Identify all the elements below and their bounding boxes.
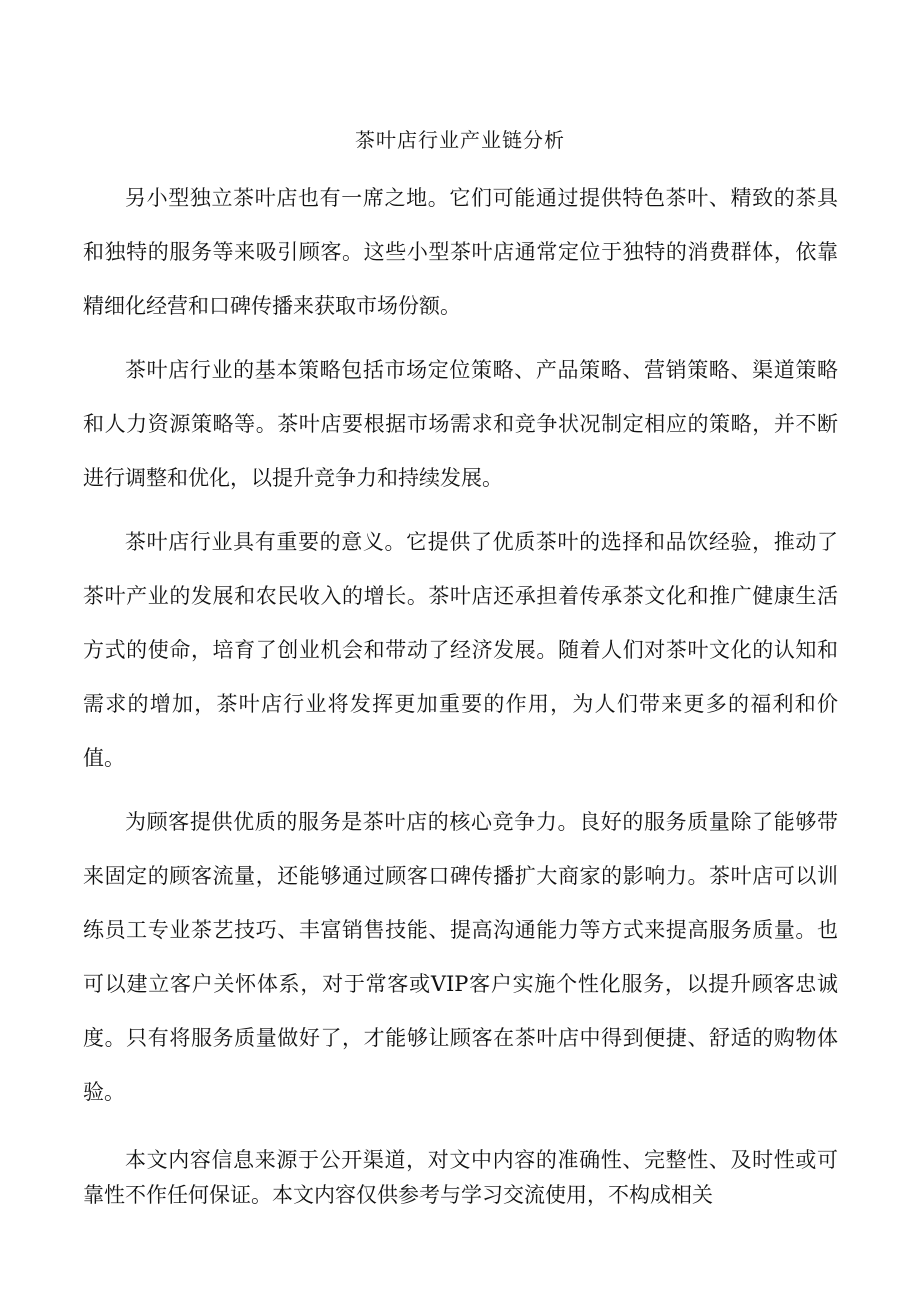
page-title: 茶叶店行业产业链分析 (355, 128, 565, 152)
paragraph-service-quality: 为顾客提供优质的服务是茶叶店的核心竞争力。良好的服务质量除了能够带来固定的顾客流量，还能够通过顾客口碑传播扩大商家的影响力。茶叶店可以训练员工专业茶艺技巧、丰富销售技能、提高沟通能力等方式来提高服务质量。也可以建立客户关怀体系，对于常客或VIP客户实施个性化服务，以提升顾客忠诚度。只有将服务质量做好了，才能够让顾客在茶叶店中得到便捷、舒适的购物体验。 (83, 810, 838, 1104)
disclaimer-text: 本文内容信息来源于公开渠道，对文中内容的准确性、完整性、及时性或可靠性不作任何保证。本文内容仅供参考与学习交流使用，不构成相关 (83, 1148, 838, 1207)
paragraph-basic-strategy: 茶叶店行业的基本策略包括市场定位策略、产品策略、营销策略、渠道策略和人力资源策略等。茶叶店要根据市场需求和竞争状况制定相应的策略，并不断进行调整和优化，以提升竞争力和持续发展。 (83, 358, 838, 490)
paragraph-small-shops: 另小型独立茶叶店也有一席之地。它们可能通过提供特色茶叶、精致的茶具和独特的服务等来吸引顾客。这些小型茶叶店通常定位于独特的消费群体，依靠精细化经营和口碑传播来获取市场份额。 (83, 186, 838, 318)
paragraph-significance: 茶叶店行业具有重要的意义。它提供了优质茶叶的选择和品饮经验，推动了茶叶产业的发展和农民收入的增长。茶叶店还承担着传承茶文化和推广健康生活方式的使命，培育了创业机会和带动了经济发展。随着人们对茶叶文化的认知和需求的增加，茶叶店行业将发挥更加重要的作用，为人们带来更多的福利和价值。 (83, 530, 838, 770)
